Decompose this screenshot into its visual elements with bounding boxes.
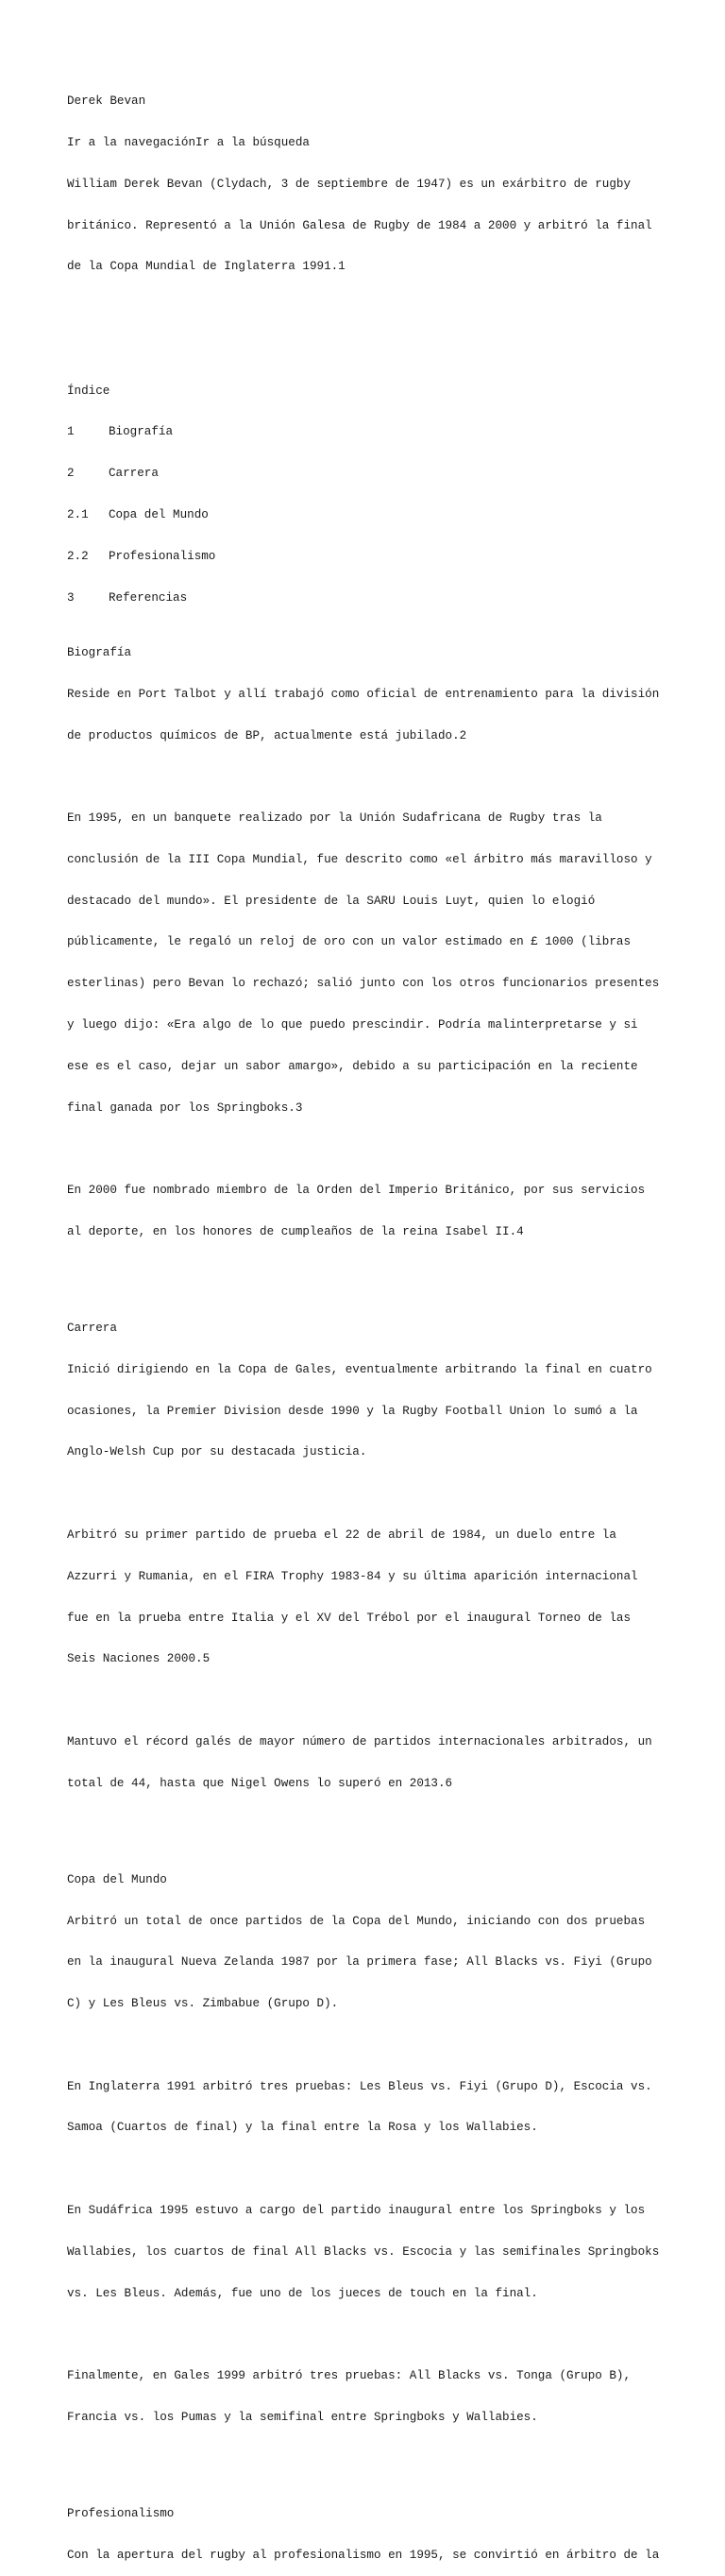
- toc-number: 3: [67, 590, 75, 605]
- body-line: Arbitró un total de once partidos de la Copa del Mundo, iniciando con dos pruebas: [67, 1914, 646, 1928]
- toc-label: Carrera: [109, 467, 159, 481]
- intro-line: británico. Representó a la Unión Galesa de Rugby de 1984 a 2000 y arbitró la final: [67, 218, 652, 232]
- body-line: Azzurri y Rumania, en el FIRA Trophy 1983-84 y su última aparición internacional: [67, 1569, 638, 1583]
- body-line: vs. Les Bleus. Además, fue uno de los jueces de touch en la final.: [67, 2286, 538, 2300]
- section-heading-biografia: Biografía: [67, 645, 132, 659]
- toc-item: [67, 550, 690, 564]
- body-line: Inició dirigiendo en la Copa de Gales, eventualmente arbitrando la final en cuatro: [67, 1362, 652, 1376]
- toc-heading: Índice: [67, 384, 110, 398]
- body-line: Francia vs. los Pumas y la semifinal entre Springboks y Wallabies.: [67, 2410, 538, 2424]
- toc-item: [67, 425, 690, 439]
- body-line: Arbitró su primer partido de prueba el 22 de abril de 1984, un duelo entre la: [67, 1527, 616, 1542]
- body-line: Wallabies, los cuartos de final All Blacks vs. Escocia y las semifinales Springboks: [67, 2244, 660, 2259]
- toc-number: 2: [67, 467, 75, 481]
- body-line: En 1995, en un banquete realizado por la Unión Sudafricana de Rugby tras la: [67, 811, 602, 826]
- body-line: de productos químicos de BP, actualmente está jubilado.2: [67, 728, 467, 742]
- toc-number: 2.2: [67, 549, 89, 563]
- body-line: Reside en Port Talbot y allí trabajó como oficial de entrenamiento para la división: [67, 687, 660, 701]
- navigation-links: Ir a la navegaciónIr a la búsqueda: [67, 135, 310, 149]
- toc-item: [67, 467, 690, 481]
- intro-line: William Derek Bevan (Clydach, 3 de septiembre de 1947) es un exárbitro de rugby: [67, 177, 632, 191]
- toc-number: 2.1: [67, 508, 89, 521]
- toc-label: Copa del Mundo: [109, 508, 209, 521]
- body-line: y luego dijo: «Era algo de lo que puedo prescindir. Podría malinterpretarse y si: [67, 1017, 638, 1032]
- body-line: Samoa (Cuartos de final) y la final entre la Rosa y los Wallabies.: [67, 2121, 538, 2135]
- toc-item: [67, 508, 690, 522]
- body-line: Mantuvo el récord galés de mayor número de partidos internacionales arbitrados, un: [67, 1734, 652, 1749]
- body-line: C) y Les Bleus vs. Zimbabue (Grupo D).: [67, 1997, 339, 2011]
- section-heading-profesionalismo: Profesionalismo: [67, 2507, 175, 2521]
- body-line: Seis Naciones 2000.5: [67, 1652, 211, 1666]
- body-line: ese es el caso, dejar un sabor amargo», debido a su participación en la reciente: [67, 1059, 638, 1073]
- toc-label: Biografía: [109, 425, 174, 439]
- body-line: En Inglaterra 1991 arbitró tres pruebas: Les Bleus vs. Fiyi (Grupo D), Escocia vs.: [67, 2079, 652, 2093]
- body-line: fue en la prueba entre Italia y el XV del Trébol por el inaugural Torneo de las: [67, 1611, 632, 1625]
- body-line: destacado del mundo». El presidente de la SARU Louis Luyt, quien lo elogió: [67, 894, 596, 908]
- body-line: final ganada por los Springboks.3: [67, 1100, 303, 1115]
- body-line: ocasiones, la Premier Division desde 1990 y la Rugby Football Union lo sumó a la: [67, 1404, 638, 1418]
- section-heading-carrera: Carrera: [67, 1322, 117, 1336]
- body-line: en la inaugural Nueva Zelanda 1987 por la primera fase; All Blacks vs. Fiyi (Grupo: [67, 1955, 652, 1970]
- toc-label: Profesionalismo: [109, 549, 216, 563]
- body-line: Finalmente, en Gales 1999 arbitró tres pruebas: All Blacks vs. Tonga (Grupo B),: [67, 2369, 632, 2383]
- body-line: conclusión de la III Copa Mundial, fue descrito como «el árbitro más maravilloso y: [67, 852, 652, 866]
- body-line: En 2000 fue nombrado miembro de la Orden del Imperio Británico, por sus servicios: [67, 1184, 646, 1198]
- body-line: Con la apertura del rugby al profesionalismo en 1995, se convirtió en árbitro de la: [67, 2548, 660, 2562]
- intro-line: de la Copa Mundial de Inglaterra 1991.1: [67, 260, 346, 274]
- body-line: públicamente, le regaló un reloj de oro con un valor estimado en £ 1000 (libras: [67, 935, 632, 949]
- section-heading-copa-del-mundo: Copa del Mundo: [67, 1872, 167, 1886]
- toc-label: Referencias: [109, 590, 188, 605]
- document-page: [67, 67, 690, 2576]
- body-line: En Sudáfrica 1995 estuvo a cargo del partido inaugural entre los Springboks y los: [67, 2204, 646, 2218]
- body-line: Anglo-Welsh Cup por su destacada justicia.: [67, 1445, 367, 1459]
- toc-number: 1: [67, 425, 75, 439]
- body-line: total de 44, hasta que Nigel Owens lo superó en 2013.6: [67, 1776, 453, 1790]
- body-line: al deporte, en los honores de cumpleaños de la reina Isabel II.4: [67, 1224, 524, 1238]
- document-title: Derek Bevan: [67, 94, 146, 109]
- toc-item: [67, 591, 690, 606]
- body-line: esterlinas) pero Bevan lo rechazó; salió junto con los otros funcionarios presentes: [67, 977, 660, 991]
